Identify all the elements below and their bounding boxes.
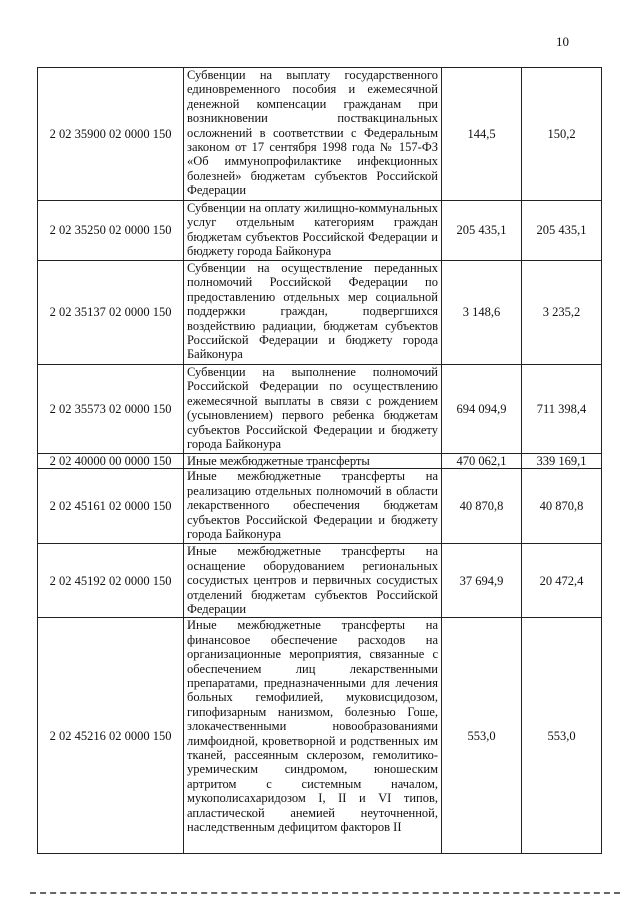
- budget-code: 2 02 40000 00 0000 150: [38, 454, 184, 469]
- value-year-2: 205 435,1: [522, 201, 602, 261]
- value-year-2: 40 870,8: [522, 469, 602, 544]
- budget-code: 2 02 35250 02 0000 150: [38, 201, 184, 261]
- value-year-2: 150,2: [522, 68, 602, 201]
- table-row: [38, 365, 602, 454]
- budget-item-name: Иные межбюджетные трансферты на оснащение оборудованием региональных сосудистых центров и первичных сосудистых отделений бюджетам субъектов Российской Федерации: [184, 544, 442, 618]
- table-row: [38, 469, 602, 544]
- budget-item-name: Иные межбюджетные трансферты на реализацию отдельных полномочий в области лекарственного обеспечения бюджетам субъектов Российской Федерации и бюджету города Байконура: [184, 469, 442, 544]
- value-year-2: 711 398,4: [522, 365, 602, 454]
- value-year-1: 37 694,9: [442, 544, 522, 618]
- page-bottom-rule: [30, 892, 620, 894]
- value-year-2: 20 472,4: [522, 544, 602, 618]
- budget-item-name: Субвенции на оплату жилищно-коммунальных услуг отдельным категориям граждан бюджетам субъектов Российской Федерации и бюджету города Байконура: [184, 201, 442, 261]
- value-year-1: 205 435,1: [442, 201, 522, 261]
- table-row: [38, 201, 602, 261]
- budget-item-name: Субвенции на выполнение полномочий Российской Федерации по осуществлению ежемесячной выплаты в связи с рождением (усыновлением) первого ребенка бюджетам субъектов Российской Федерации и бюджету города Байконура: [184, 365, 442, 454]
- value-year-2: 3 235,2: [522, 261, 602, 365]
- budget-item-name: Иные межбюджетные трансферты на финансовое обеспечение расходов на организационные мероприятия, связанные с обеспечением лиц лекарственными препаратами, предназначенными для лечения больных гемофилией, муковисцидозом, гипофизарным нанизмом, болезнью Гоше, злокачественными новообразованиями лимфоидной, кроветворной и родственных им тканей, рассеянным склерозом, гемолитико-уремическим синдромом, юношеским артритом с системным началом, мукополисахаридозом I, II и VI типов, апластической анемией неуточненной, наследственным дефицитом факторов II: [184, 618, 442, 854]
- budget-table: [37, 67, 602, 854]
- table-row: [38, 544, 602, 618]
- budget-code: 2 02 45216 02 0000 150: [38, 618, 184, 854]
- budget-item-name: Субвенции на осуществление переданных полномочий Российской Федерации по предоставлению отдельных мер социальной поддержки граждан, подвергшихся воздействию радиации, бюджетам субъектов Российской Федерации и бюджету города Байконура: [184, 261, 442, 365]
- table-row: [38, 261, 602, 365]
- value-year-1: 694 094,9: [442, 365, 522, 454]
- value-year-1: 553,0: [442, 618, 522, 854]
- table-row: [38, 618, 602, 854]
- budget-code: 2 02 45192 02 0000 150: [38, 544, 184, 618]
- value-year-1: 40 870,8: [442, 469, 522, 544]
- value-year-2: 553,0: [522, 618, 602, 854]
- value-year-1: 144,5: [442, 68, 522, 201]
- budget-code: 2 02 35900 02 0000 150: [38, 68, 184, 201]
- budget-code: 2 02 45161 02 0000 150: [38, 469, 184, 544]
- table-row: [38, 454, 602, 469]
- budget-item-name: Субвенции на выплату государственного единовременного пособия и ежемесячной денежной компенсации гражданам при возникновении поствакцинальных осложнений в соответствии с Федеральным законом от 17 сентября 1998 года № 157-ФЗ «Об иммунопрофилактике инфекционных болезней» бюджетам субъектов Российской Федерации: [184, 68, 442, 201]
- budget-code: 2 02 35573 02 0000 150: [38, 365, 184, 454]
- page-number: 10: [556, 34, 569, 49]
- value-year-1: 470 062,1: [442, 454, 522, 469]
- value-year-1: 3 148,6: [442, 261, 522, 365]
- value-year-2: 339 169,1: [522, 454, 602, 469]
- budget-item-name: Иные межбюджетные трансферты: [184, 454, 442, 469]
- budget-code: 2 02 35137 02 0000 150: [38, 261, 184, 365]
- table-row: [38, 68, 602, 201]
